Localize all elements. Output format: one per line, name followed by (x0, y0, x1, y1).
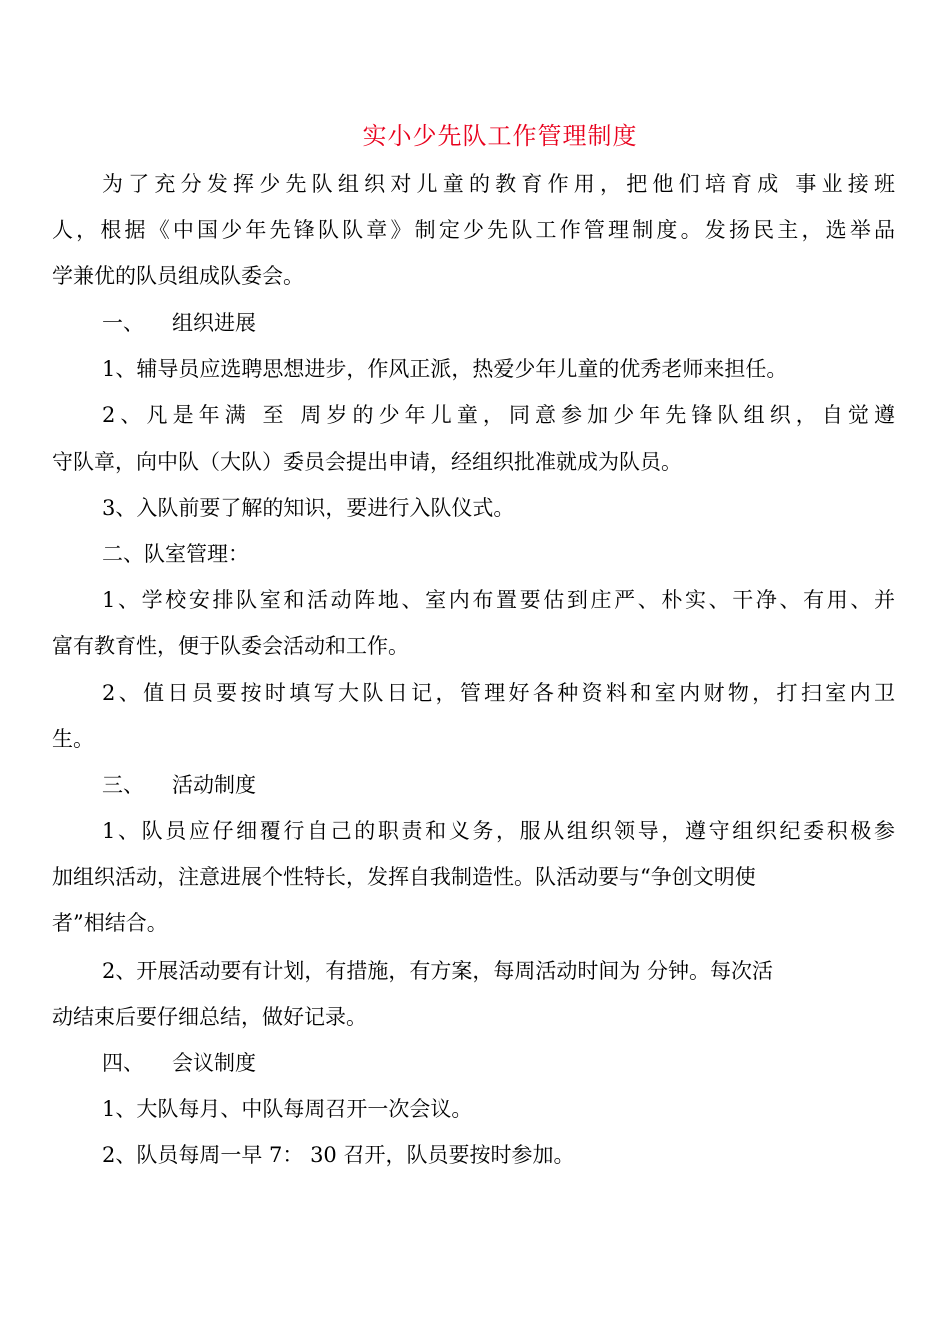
section-title: 会议制度 (172, 1051, 256, 1075)
s3-item-1-line-3: 者”相结合。 (52, 911, 168, 935)
section-heading-3 (102, 769, 256, 799)
s2-item-2-line-2: 生。 (52, 727, 94, 751)
section-heading-2: 二、队室管理： (102, 542, 249, 566)
section-heading-4 (102, 1047, 256, 1077)
section-number: 四、 (102, 1051, 144, 1075)
s2-item-1-line-2: 富有教育性，便于队委会活动和工作。 (52, 634, 409, 658)
s2-item-1-line-1: 1、学校安排队室和活动阵地、室内布置要估到庄严、朴实、干净、有用、并 (102, 588, 895, 612)
s1-item-2-line-1: 2、凡是年满 至 周岁的少年儿童，同意参加少年先锋队组织，自觉遵 (102, 403, 895, 427)
s3-item-1-line-1: 1、队员应仔细覆行自己的职责和义务，服从组织领导，遵守组织纪委积极参 (102, 819, 895, 843)
section-number: 一、 (102, 311, 144, 335)
document-title: 实小少先队工作管理制度 (362, 122, 638, 150)
intro-line-3: 学兼优的队员组成队委会。 (52, 264, 304, 288)
s4-item-2: 2、队员每周一早 7： 30 召开，队员要按时参加。 (102, 1143, 575, 1167)
section-number: 三、 (102, 773, 144, 797)
s4-item-1: 1、大队每月、中队每周召开一次会议。 (102, 1097, 473, 1121)
s1-item-1: 1、辅导员应选聘思想进步，作风正派，热爱少年儿童的优秀老师来担任。 (102, 357, 788, 381)
s3-item-2-line-1: 2、开展活动要有计划，有措施，有方案，每周活动时间为 分钟。每次活 (102, 959, 774, 983)
s3-item-1-line-2: 加组织活动，注意进展个性特长，发挥自我制造性。队活动要与“争创文明使 (52, 865, 756, 889)
section-title: 组织进展 (172, 311, 256, 335)
s3-item-2-line-2: 动结束后要仔细总结，做好记录。 (52, 1005, 367, 1029)
intro-line-2: 人，根据《中国少年先锋队队章》制定少先队工作管理制度。发扬民主，选举品 (52, 218, 895, 242)
section-heading-1 (102, 307, 256, 337)
s1-item-2-line-2: 守队章，向中队（大队）委员会提出申请，经组织批准就成为队员。 (52, 450, 682, 474)
intro-line-1: 为了充分发挥少先队组织对儿童的教育作用，把他们培育成 事业接班 (102, 172, 895, 196)
s1-item-3: 3、入队前要了解的知识，要进行入队仪式。 (102, 496, 515, 520)
section-title: 活动制度 (172, 773, 256, 797)
s2-item-2-line-1: 2、值日员要按时填写大队日记，管理好各种资料和室内财物，打扫室内卫 (102, 681, 895, 705)
